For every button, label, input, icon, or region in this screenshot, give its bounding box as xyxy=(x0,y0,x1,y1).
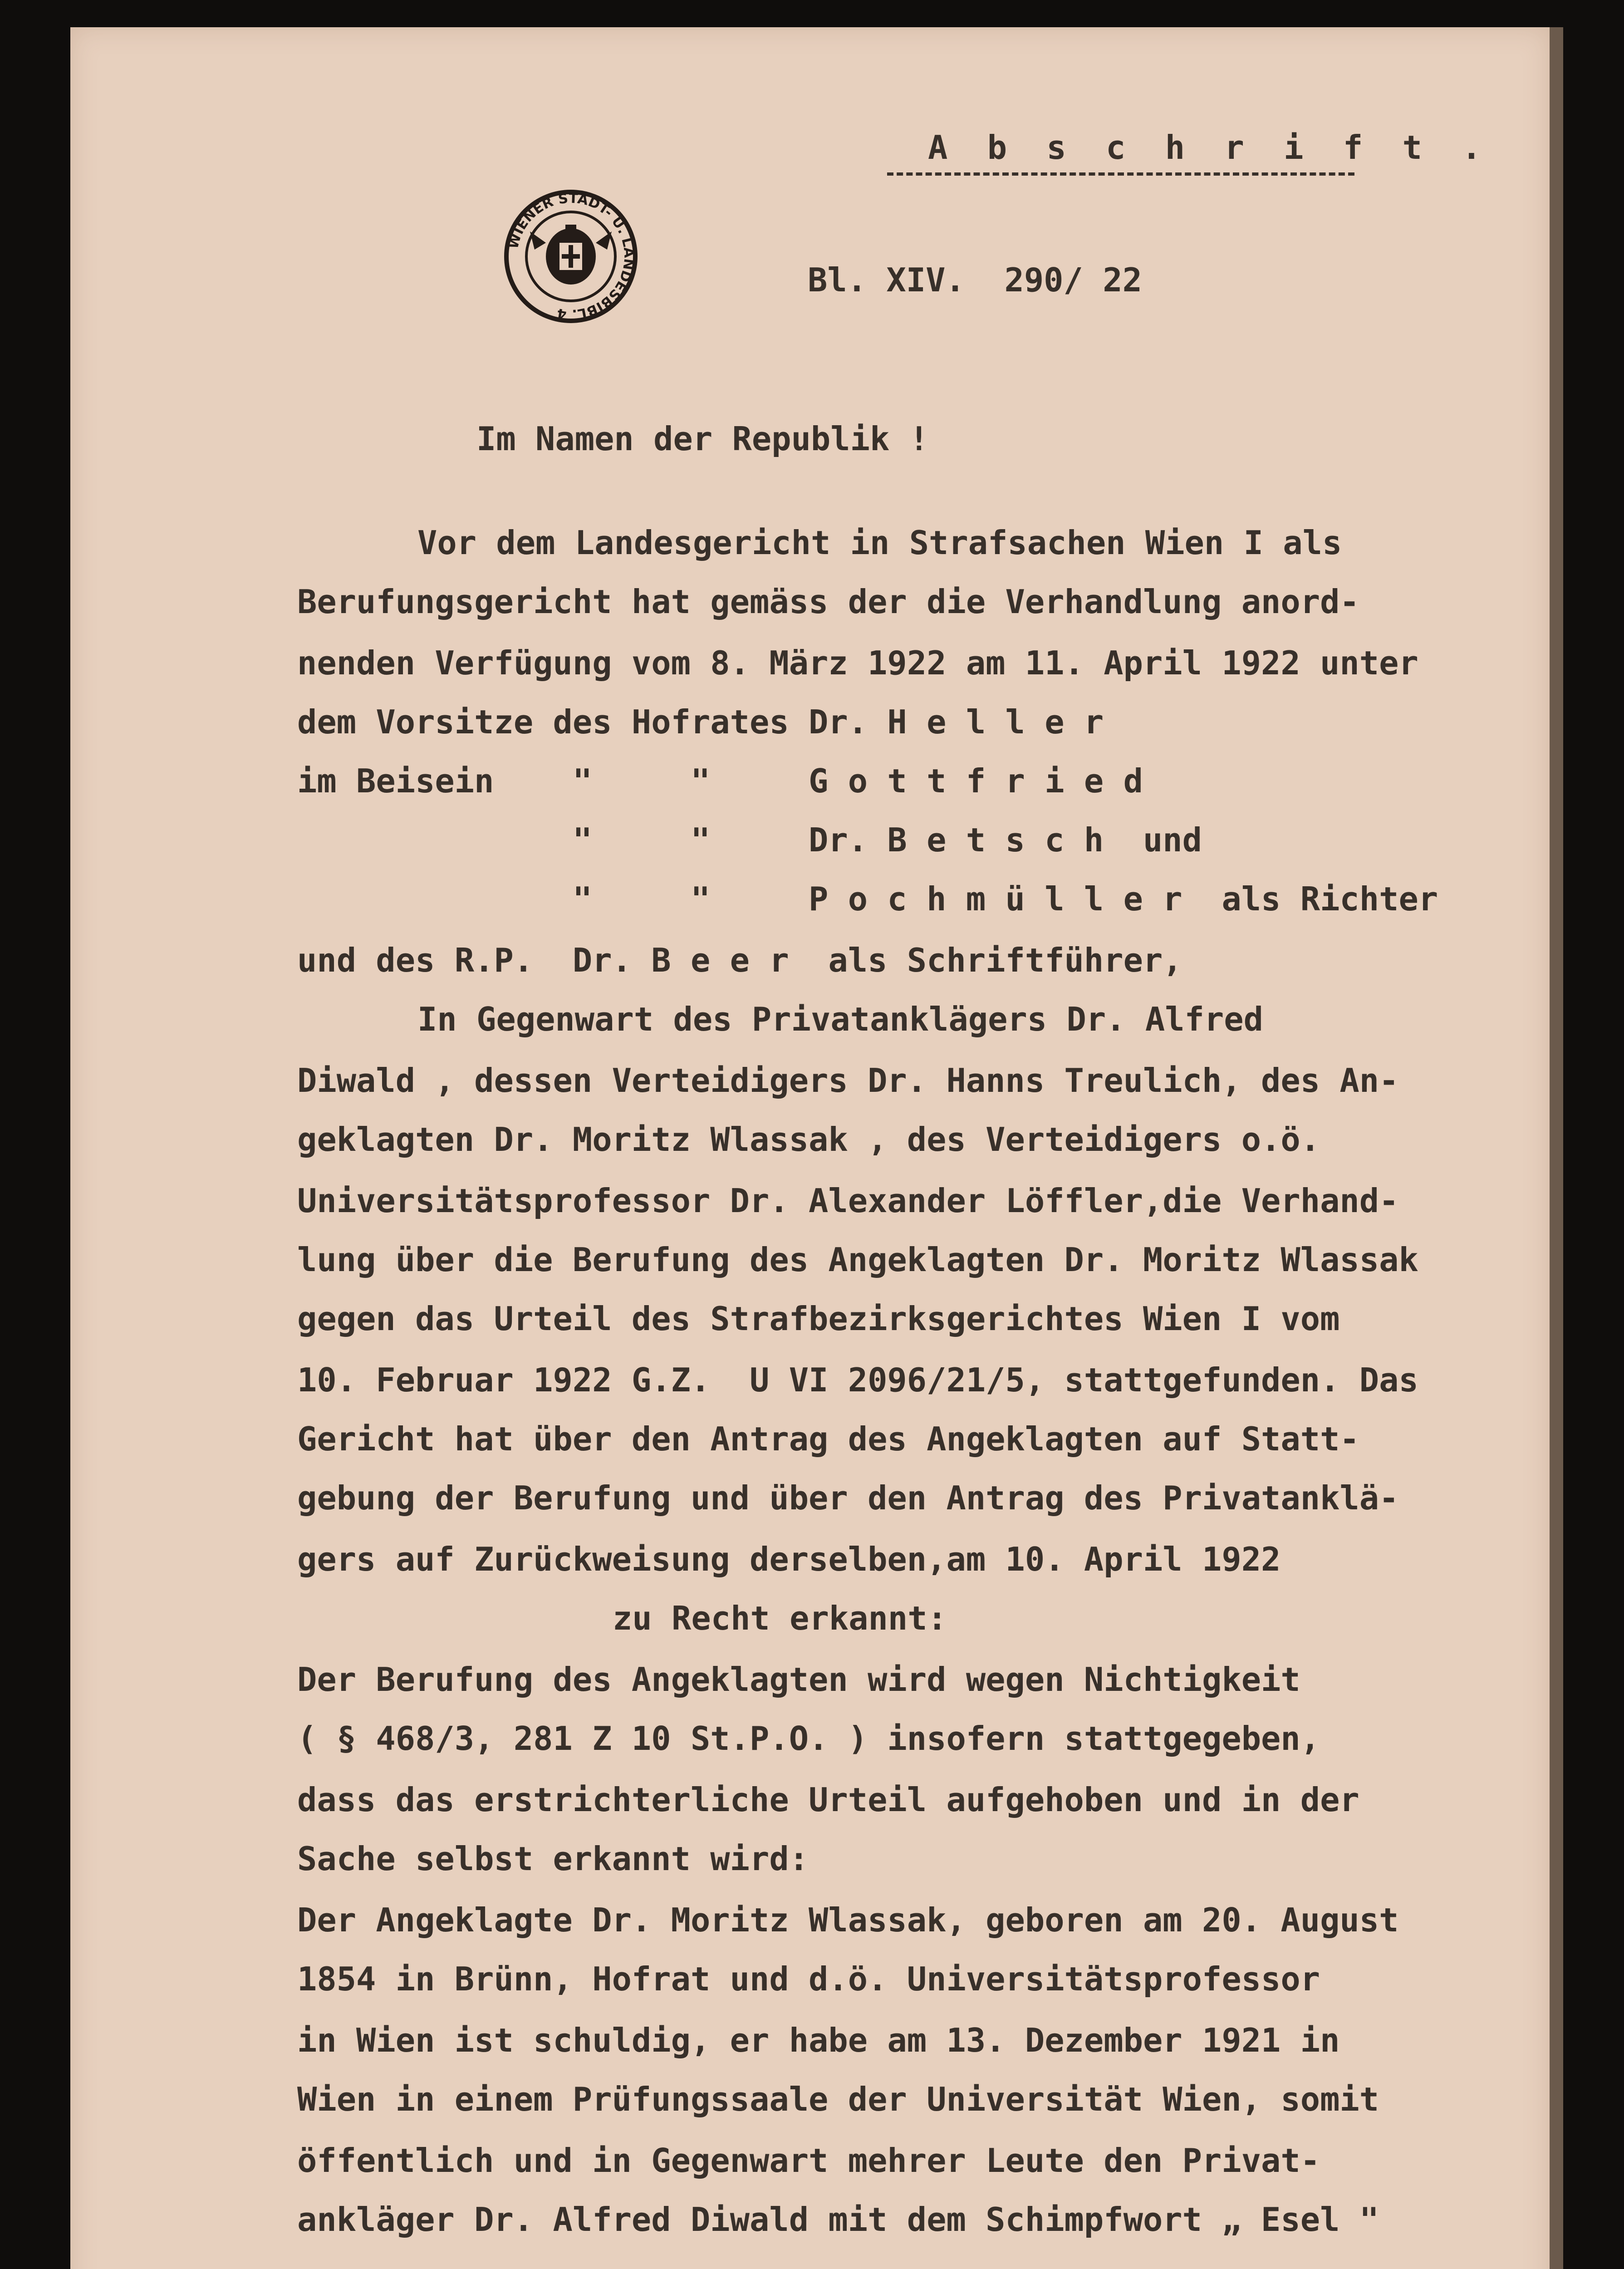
library-stamp xyxy=(503,188,639,324)
text-line: 1854 in Brünn, Hofrat und d.ö. Universitätsprofessor xyxy=(297,1960,1320,1998)
text-line: in Wien ist schuldig, er habe am 13. Dezember 1921 in xyxy=(297,2021,1340,2059)
text-line: und des R.P. Dr. B e e r als Schriftführer, xyxy=(297,941,1182,979)
text-line: lung über die Berufung des Angeklagten Dr. Moritz Wlassak xyxy=(297,1241,1418,1279)
document-title: A b s c h r i f t . xyxy=(928,128,1492,167)
text-line: ( § 468/3, 281 Z 10 St.P.O. ) insofern stattgegeben, xyxy=(297,1719,1320,1758)
title-underline xyxy=(887,172,1354,176)
text-line: gegen das Urteil des Strafbezirksgerichtes Wien I vom xyxy=(297,1300,1340,1338)
text-line: Universitätsprofessor Dr. Alexander Löffler,die Verhand- xyxy=(297,1182,1399,1220)
text-line: Berufungsgericht hat gemäss der die Verhandlung anord- xyxy=(297,583,1359,621)
heading: Im Namen der Republik ! xyxy=(476,420,929,458)
reference-number: Bl. XIV. 290/ 22 xyxy=(808,261,1142,299)
text-line: geklagten Dr. Moritz Wlassak , des Verteidigers o.ö. xyxy=(297,1120,1320,1159)
page-edge xyxy=(1550,27,1563,2269)
text-line: Diwald , dessen Verteidigers Dr. Hanns Treulich, des An- xyxy=(297,1061,1399,1100)
text-line: Der Angeklagte Dr. Moritz Wlassak, geboren am 20. August xyxy=(297,1901,1399,1939)
text-line: öffentlich und in Gegenwart mehrer Leute den Privat- xyxy=(297,2141,1320,2180)
text-line: dem Vorsitze des Hofrates Dr. H e l l e r xyxy=(297,703,1104,741)
text-line: Sache selbst erkannt wird: xyxy=(297,1840,809,1878)
text-line: 10. Februar 1922 G.Z. U VI 2096/21/5, stattgefunden. Das xyxy=(297,1361,1418,1399)
text-line: Der Berufung des Angeklagten wird wegen Nichtigkeit xyxy=(297,1660,1300,1699)
text-line: " " P o c h m ü l l e r als Richter xyxy=(297,880,1438,918)
text-line: gebung der Berufung und über den Antrag des Privatanklä- xyxy=(297,1479,1399,1517)
text-line: gers auf Zurückweisung derselben,am 10. April 1922 xyxy=(297,1540,1281,1578)
text-line: dass das erstrichterliche Urteil aufgehoben und in der xyxy=(297,1781,1359,1819)
text-line: " " Dr. B e t s c h und xyxy=(297,821,1202,859)
text-line: zu Recht erkannt: xyxy=(613,1599,947,1637)
text-line: Gericht hat über den Antrag des Angeklagten auf Statt- xyxy=(297,1420,1359,1458)
text-line: Vor dem Landesgericht in Strafsachen Wien I als xyxy=(417,524,1342,562)
text-line: Wien in einem Prüfungssaale der Universität Wien, somit xyxy=(297,2080,1379,2118)
svg-text:WIENER STADT- U. LANDESBIBL. 4: WIENER STADT- U. LANDESBIBL. 4 xyxy=(505,190,637,323)
text-line: nenden Verfügung vom 8. März 1922 am 11. April 1922 unter xyxy=(297,644,1418,682)
text-line: ankläger Dr. Alfred Diwald mit dem Schimpfwort „ Esel " xyxy=(297,2200,1379,2239)
text-line: im Beisein " " G o t t f r i e d xyxy=(297,762,1143,800)
text-line: In Gegenwart des Privatanklägers Dr. Alfred xyxy=(417,1000,1263,1038)
